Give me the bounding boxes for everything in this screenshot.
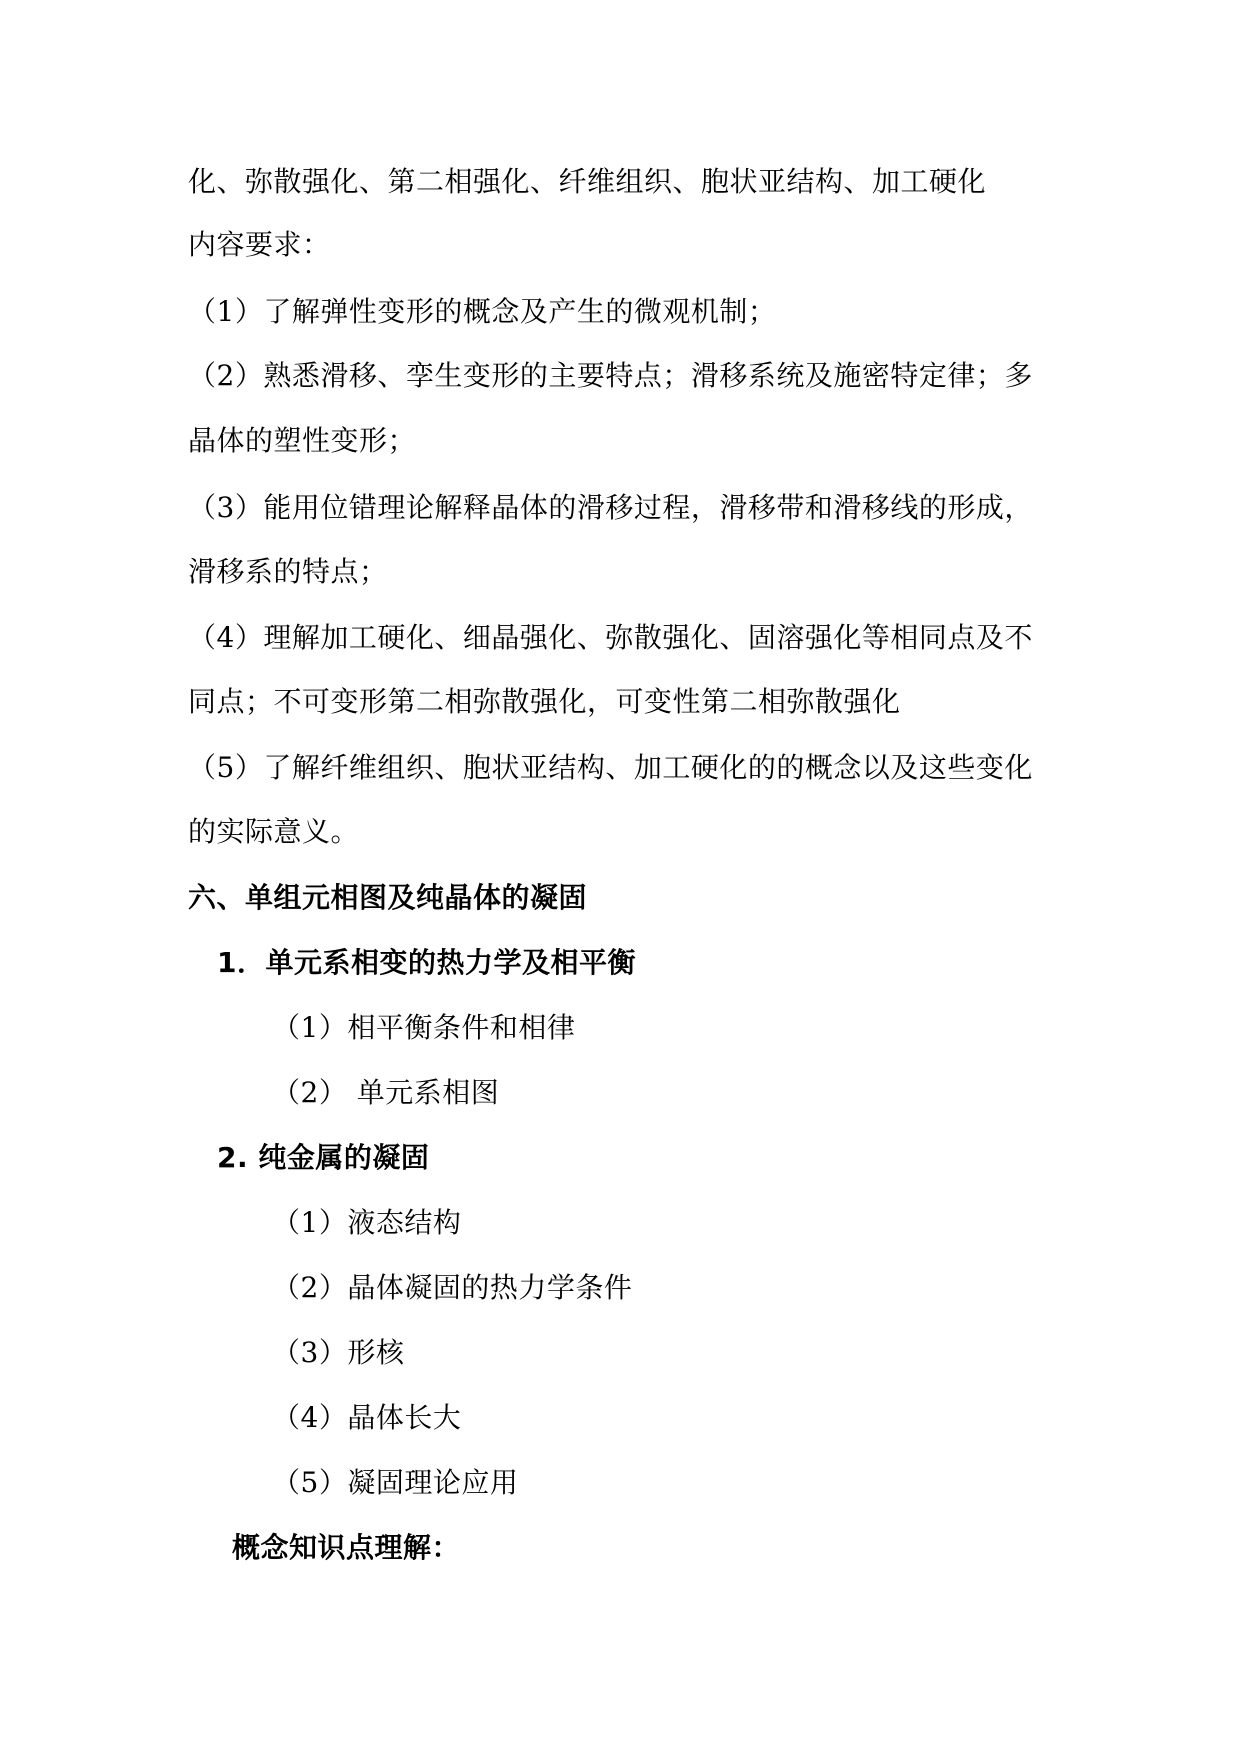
list-item: （3）形核 bbox=[272, 1336, 405, 1369]
list-item: （2） 单元系相图 bbox=[272, 1076, 500, 1109]
text-line: 晶体的塑性变形； bbox=[188, 424, 417, 457]
concept-heading: 概念知识点理解： bbox=[232, 1531, 461, 1564]
text-line: （2）熟悉滑移、孪生变形的主要特点；滑移系统及施密特定律；多 bbox=[188, 359, 1033, 392]
list-item: （4）晶体长大 bbox=[272, 1401, 462, 1434]
text-line: （5）了解纤维组织、胞状亚结构、加工硬化的的概念以及这些变化 bbox=[188, 751, 1033, 784]
subsection-heading: 1．单元系相变的热力学及相平衡 bbox=[217, 946, 636, 979]
text-line: 的实际意义。 bbox=[188, 815, 360, 848]
subsection-heading: 2. 纯金属的凝固 bbox=[217, 1141, 430, 1174]
list-item: （1）相平衡条件和相律 bbox=[272, 1011, 576, 1044]
text-line: （4）理解加工硬化、细晶强化、弥散强化、固溶强化等相同点及不 bbox=[188, 621, 1033, 654]
text-line: （1）了解弹性变形的概念及产生的微观机制； bbox=[188, 295, 777, 328]
text-line: （3）能用位错理论解释晶体的滑移过程，滑移带和滑移线的形成， bbox=[188, 491, 1033, 524]
list-item: （1）液态结构 bbox=[272, 1206, 462, 1239]
list-item: （2）晶体凝固的热力学条件 bbox=[272, 1271, 633, 1304]
text-line: 同点；不可变形第二相弥散强化，可变性第二相弥散强化 bbox=[188, 685, 901, 718]
text-line: 内容要求： bbox=[188, 228, 331, 261]
section-heading: 六、单组元相图及纯晶体的凝固 bbox=[188, 881, 588, 914]
text-line: 化、弥散强化、第二相强化、纤维组织、胞状亚结构、加工硬化 bbox=[188, 165, 987, 198]
text-line: 滑移系的特点； bbox=[188, 555, 388, 588]
list-item: （5）凝固理论应用 bbox=[272, 1466, 519, 1499]
